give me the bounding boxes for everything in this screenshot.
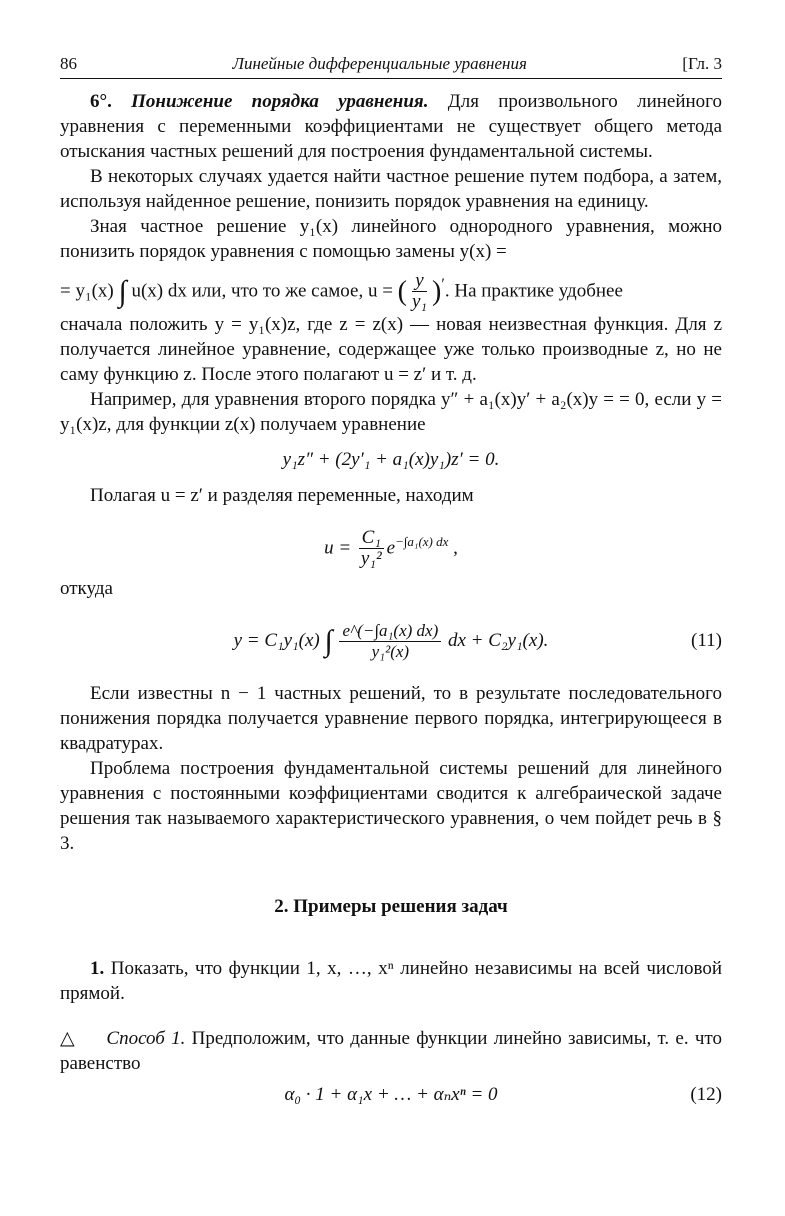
problem-1 <box>60 956 722 1006</box>
section-heading: 2. Примеры решения задач <box>274 896 508 917</box>
paragraph: Зная частное решение y₁(x) линейного однородного уравнения, можно понизить порядок уравнения с помощью замены y(x) = <box>60 216 722 262</box>
formula-part: u(x) dx или, что то же самое, u = <box>131 280 393 302</box>
method-label: Способ 1. <box>106 1028 186 1049</box>
equation-1: y₁z″ + (2y′₁ + a₁(x)y₁)z′ = 0. <box>282 449 500 470</box>
numerator: e^(−∫a₁(x) dx) <box>339 621 441 642</box>
denominator: y₁²(x) <box>371 642 410 662</box>
formula-part: . На практике удобнее <box>444 280 623 302</box>
paragraph: Например, для уравнения второго порядка y″ + a₁(x)y′ + a₂(x)y = = 0, если y = y₁(x)z, для функции z(x) получаем уравнение <box>60 389 722 435</box>
equation-12 <box>60 1076 722 1114</box>
solution-text: Предположим, что данные функции линейно зависимы, т. е. что равенство <box>60 1028 722 1074</box>
triangle-icon: △ <box>60 1028 77 1049</box>
eq4: α₀ · 1 + α₁x + … + αₙxⁿ = 0 <box>284 1084 498 1105</box>
fraction <box>409 271 430 312</box>
chapter-label: [Гл. 3 <box>682 54 722 73</box>
numerator: y <box>412 271 426 292</box>
eq3-rhs: dx + C₂y₁(x). <box>447 630 549 651</box>
page-number: 86 <box>60 54 77 73</box>
eq2-end: , <box>453 537 458 559</box>
equation-11: y = C₁y₁(x) ∫ $\frac{\text{e\textasciicircum{}(−∫a₁(x) dx)}}{\text{y₁²(x)}}$ dx + C₂y₁(x). (11) <box>60 601 722 681</box>
paragraph-intro <box>60 89 722 164</box>
fraction <box>358 528 385 569</box>
page <box>60 54 722 1114</box>
problem-number: 1. <box>90 958 105 979</box>
problem-text: Показать, что функции 1, x, …, xⁿ линейно независимы на всей числовой прямой. <box>60 958 723 1004</box>
eq2-lhs: u = <box>324 537 352 559</box>
eq3-lhs: y = C₁y₁(x) <box>233 630 320 651</box>
equation-number: (12) <box>690 1084 722 1105</box>
subsection-number: 6°. <box>90 91 112 112</box>
paragraph: Если известны n − 1 частных решений, то в результате последовательного понижения порядка получается уравнение первого порядка, интегрирующееся в квадратурах. <box>60 683 722 754</box>
paragraph: откуда <box>60 578 113 599</box>
exponent: −∫a₁(x) dx <box>395 534 449 549</box>
subsection-title: Понижение порядка уравнения. <box>131 91 429 112</box>
fraction <box>339 621 441 662</box>
denominator: y₁ <box>412 291 428 313</box>
running-header <box>60 54 722 79</box>
equation-2 <box>60 508 722 576</box>
formula-line: = y₁(x) ∫ u(x) dx или, что то же самое, u = ( $\frac{y}{\text{y₁}}$ )′. На практике удобнее <box>60 270 623 313</box>
exponent-base: e <box>386 537 396 559</box>
numerator: C₁ <box>359 528 384 549</box>
equation-number: (11) <box>691 630 722 651</box>
integral-sign: ∫ <box>118 274 127 308</box>
denominator: y₁² <box>360 548 382 570</box>
paragraph: сначала положить y = y₁(x)z, где z = z(x) — новая неизвестная функция. Для z получается линейное уравнение, содержащее уже только производные z, но не саму функцию z. После этого полагают u = z′ и т. д. <box>60 314 722 385</box>
paragraph: В некоторых случаях удается найти частное решение путем подбора, а затем, используя найденное решение, понизить порядок уравнения на единицу. <box>60 166 722 212</box>
solution-paragraph <box>60 1026 722 1076</box>
paragraph-text: Для произвольного линейного уравнения с переменными коэффициентами не существует общего метода отыскания частных решений для построения фундаментальной системы. <box>60 91 722 162</box>
running-title: Линейные дифференциальные уравнения <box>232 54 527 73</box>
paragraph: Полагая u = z′ и разделяя переменные, находим <box>90 485 474 506</box>
formula-part: = y₁(x) <box>60 280 114 302</box>
paragraph: Проблема построения фундаментальной системы решений для линейного уравнения с постоянными коэффициентами сводится к алгебраической задаче решения так называемого характеристического уравнения, о чем пойдет речь в § 3. <box>60 758 722 854</box>
